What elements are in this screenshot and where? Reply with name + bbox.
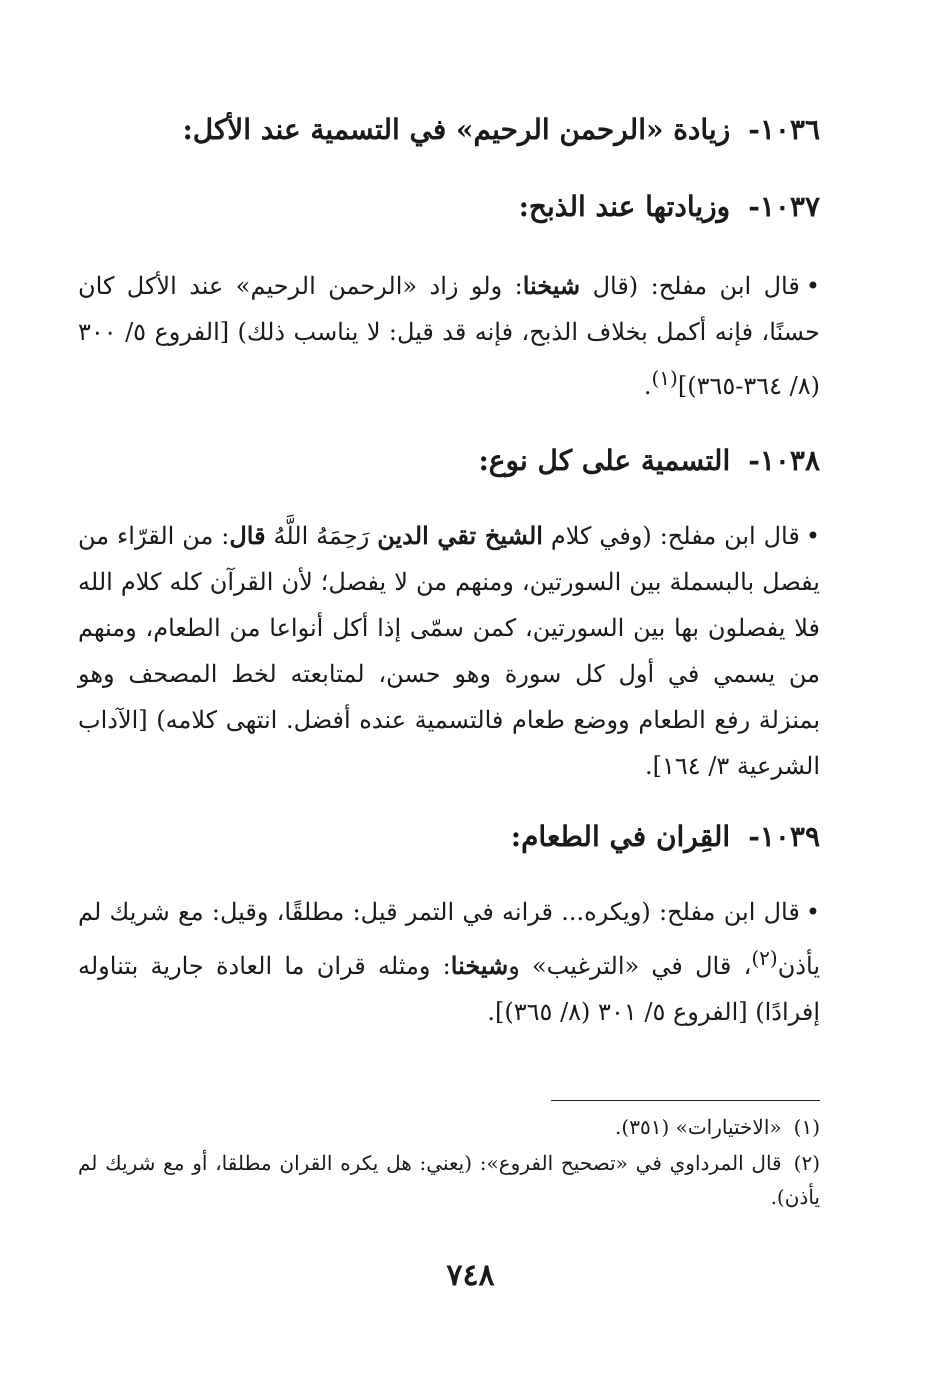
footnote-divider [551, 1100, 820, 1101]
paragraph-quote-1 [78, 263, 820, 409]
bullet: • [805, 272, 820, 300]
section-heading-1038 [78, 439, 820, 483]
bold-term: الشيخ تقي الدين [377, 521, 543, 550]
text: قال ابن مفلح: (قال [580, 272, 800, 300]
section-number: ١٠٣٧- [748, 190, 820, 223]
footnote-2 [78, 1146, 820, 1214]
section-heading-1039 [78, 815, 820, 859]
text: ، قال في «الترغيب» و [508, 952, 752, 980]
section-title: التسمية على كل نوع: [478, 444, 731, 477]
section-title: القِران في الطعام: [510, 820, 731, 853]
footnote-text: «الاختيارات» (٣٥١). [615, 1115, 782, 1139]
page-body [78, 108, 820, 1035]
footnote-mark: (١) [793, 1115, 820, 1139]
text: : ومثله قران ما العادة جارية بتناوله إفرادًا) [الفروع ٥/ ٣٠١ (٨/ ٣٦٥)]. [78, 952, 820, 1026]
section-number: ١٠٣٩- [748, 820, 820, 853]
honorific: رَحِمَهُ اللَّهُ [265, 522, 378, 550]
footnotes [78, 1110, 820, 1214]
section-number: ١٠٣٨- [748, 444, 820, 477]
page-number: ٧٤٨ [446, 1258, 495, 1293]
bullet: • [805, 522, 820, 550]
text: : من القرّاء من يفصل بالبسملة بين السورتين، ومنهم من لا يفصل؛ لأن القرآن كله كلام الله فلا يفصلون بها بين السورتين، كمن سمّى إذا أكل أنواعا من الطعام، ومنهم من يسمي في أول كل سورة وهو حسن، لمتابعته لخط المصحف وهو بمنزلة رفع الطعام ووضع طعام فالتسمية عنده أفضل. انتهى كلامه) [الآداب الشرعية ٣/ ١٦٤]. [78, 522, 820, 780]
footnote-1 [78, 1110, 820, 1144]
bold-term: شيخنا [450, 951, 509, 980]
bold-term: شيخنا [522, 271, 581, 300]
footnote-ref: (١) [651, 366, 678, 390]
text: قال ابن مفلح: (وفي كلام [542, 522, 800, 550]
section-title: وزيادتها عند الذبح: [518, 190, 731, 223]
paragraph-quote-3 [78, 889, 820, 1035]
footnote-text: قال المرداوي في «تصحيح الفروع»: (يعني: هل يكره القران مطلقا، أو مع شريك لم يأذن). [78, 1151, 820, 1209]
text: قال ابن مفلح: (ويكره... قرانه في التمر قيل: مطلقًا، وقيل: مع شريك لم يأذن [78, 898, 820, 980]
section-heading-1036 [78, 108, 820, 152]
paragraph-quote-2 [78, 513, 820, 789]
bold-term: قال [229, 521, 266, 550]
section-number: ١٠٣٦- [748, 113, 820, 146]
section-title: زيادة «الرحمن الرحيم» في التسمية عند الأكل: [182, 113, 731, 146]
text: . [643, 372, 652, 400]
section-heading-1037 [78, 185, 820, 229]
footnote-mark: (٢) [793, 1151, 820, 1175]
bullet: • [805, 898, 820, 926]
footnote-ref: (٢) [751, 946, 778, 970]
text: : ولو زاد «الرحمن الرحيم» عند الأكل كان حسنًا، فإنه أكمل بخلاف الذبح، فإنه قد قيل: لا يناسب ذلك) [الفروع ٥/ ٣٠٠ (٨/ ٣٦٤-٣٦٥)] [78, 272, 821, 400]
